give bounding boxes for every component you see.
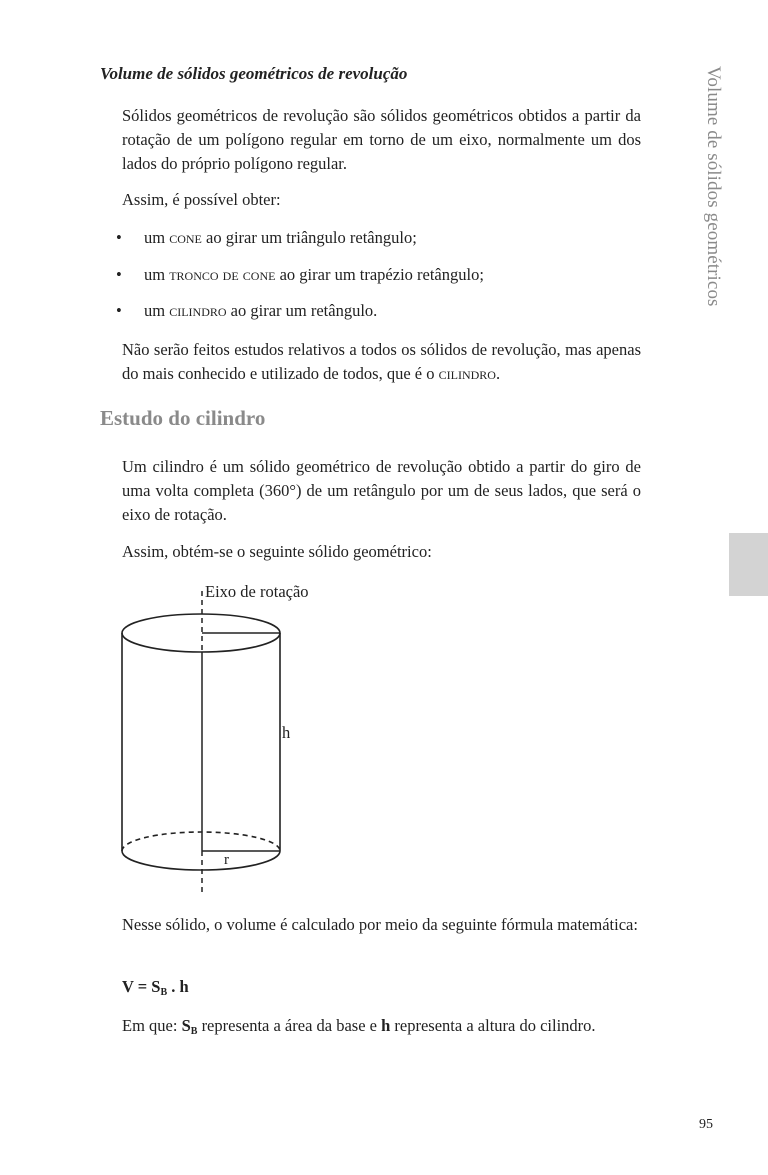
volume-formula: [122, 977, 189, 998]
bullet-dot: •: [116, 265, 122, 284]
explanation-middle: representa a área da base e: [197, 1016, 382, 1035]
assim-cylinder-text: Assim, obtém-se o seguinte sólido geométrico:: [122, 542, 432, 561]
list-item-term: tronco de cone: [169, 265, 276, 284]
note-text: Não serão feitos estudos relativos a todos os sólidos de revolução, mas apenas do mais conhecido e utilizado de todos, que é o: [122, 340, 641, 383]
list-item-prefix: um: [144, 301, 170, 320]
explanation-s: S: [181, 1016, 191, 1035]
subsection-title: Volume de sólidos geométricos de revolução: [100, 64, 408, 83]
assim-text: Assim, é possível obter:: [122, 190, 281, 209]
formula-explanation: [122, 1014, 641, 1044]
explanation-h: h: [381, 1016, 391, 1035]
formula-subscript: B: [160, 987, 168, 998]
bullet-dot: •: [116, 228, 122, 247]
list-item-suffix: ao girar um triângulo retângulo;: [201, 228, 417, 247]
note-end: .: [495, 364, 501, 383]
formula-h: . h: [167, 977, 189, 996]
bullet-dot: •: [116, 301, 122, 320]
list-item-prefix: um: [144, 228, 170, 247]
page-number: 95: [699, 1117, 713, 1132]
list-item-term: cilindro: [169, 301, 227, 320]
explanation-subscript: B: [190, 1026, 198, 1037]
list-item-suffix: ao girar um retângulo.: [226, 301, 378, 320]
list-item-suffix: ao girar um trapézio retângulo;: [275, 265, 484, 284]
axis-label: Eixo de rotação: [205, 582, 309, 601]
section-title: Estudo do cilindro: [100, 406, 266, 430]
volume-paragraph: Nesse sólido, o volume é calculado por meio da seguinte fórmula matemática:: [122, 915, 638, 934]
chapter-side-title: Volume de sólidos geométricos: [703, 66, 724, 307]
list-item-prefix: um: [144, 265, 170, 284]
intro-paragraph: Sólidos geométricos de revolução são sólidos geométricos obtidos a partir da rotação de um polígono regular em torno de um eixo, normalmente um dos lados do próprio polígono regular.: [122, 106, 641, 173]
formula-v: V = S: [122, 977, 161, 996]
list-item-term: cone: [169, 228, 202, 247]
radius-label: r: [224, 852, 229, 868]
explanation-end: representa a altura do cilindro.: [390, 1016, 596, 1035]
cylinder-definition-paragraph: Um cilindro é um sólido geométrico de revolução obtido a partir do giro de uma volta completa (360°) de um retângulo por um de seus lados, que será o eixo de rotação.: [122, 457, 641, 524]
cylinder-bottom-back-arc: [122, 832, 280, 851]
explanation-prefix: Em que:: [122, 1016, 182, 1035]
height-label: h: [282, 723, 291, 742]
note-term: cilindro: [438, 364, 496, 383]
cylinder-bottom-front-arc: [122, 851, 280, 870]
